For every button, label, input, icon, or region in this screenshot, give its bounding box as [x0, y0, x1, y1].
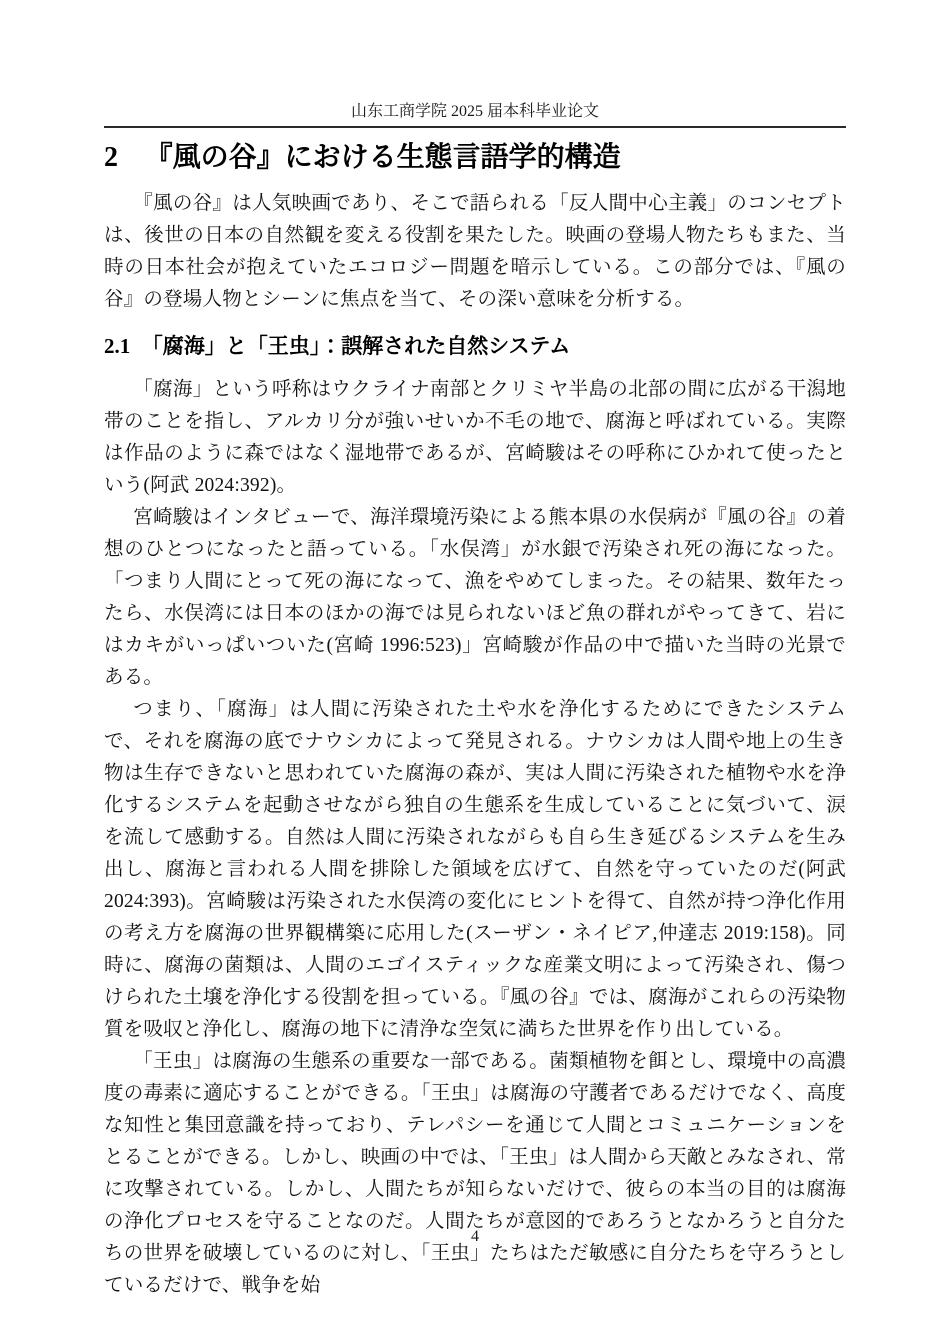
subsection-heading [104, 331, 846, 361]
subsection-number: 2.1 [104, 334, 131, 358]
subsection-title: 「腐海」と「王虫」：誤解された自然システム [141, 334, 571, 358]
running-header-title: 山东工商学院 2025 届本科毕业论文 [350, 103, 599, 120]
page-number: 4 [471, 1228, 479, 1245]
paragraph-ohmu: 「王虫」は腐海の生態系の重要な一部である。菌類植物を餌とし、環境中の高濃度の毒素に適応することができる。「王虫」は腐海の守護者であるだけでなく、高度な知性と集団意識を持っており、テレパシーを通じて人間とコミュニケーションをとることができる。しかし、映画の中では、「王虫」は人間から天敵とみなされ、常に攻撃されている。しかし、人間たちが知らないだけで、彼らの本当の目的は腐海の浄化プロセスを守ることなのだ。人間たちが意図的であろうとなかろうと自分たちの世界を破壊しているのに対し、「王虫」たちはただ敏感に自分たちを守ろうとしているだけで、戦争を始 [104, 1051, 846, 1296]
paragraph-intro: 『風の谷』は人気映画であり、そこで語られる「反人間中心主義」のコンセプトは、後世の日本の自然観を変える役割を果たした。映画の登場人物たちもまた、当時の日本社会が抱えていたエコロジー問題を暗示している。この部分では、『風の谷』の登場人物とシーンに焦点を当て、その深い意味を分析する。 [104, 193, 846, 310]
paragraph-fukai-naming: 「腐海」という呼称はウクライナ南部とクリミヤ半島の北部の間に広がる干潟地帯のことを指し、アルカリ分が強いせいか不毛の地で、腐海と呼ばれている。実際は作品のように森ではなく湿地帯であるが、宮崎駿はその呼称にひかれて使ったという(阿武 2024:392)。 [104, 379, 846, 496]
section-title: 『風の谷』における生態言語学的構造 [144, 142, 621, 173]
running-header [104, 0, 846, 128]
paragraph-minamata: 宮崎駿はインタビューで、海洋環境汚染による熊本県の水俣病が『風の谷』の着想のひとつになったと語っている。「水俣湾」が水銀で汚染され死の海になった。「つまり人間にとって死の海になって、漁をやめてしまった。その結果、数年たったら、水俣湾には日本のほかの海では見られないほど魚の群れがやってきて、岩にはカキがいっぱいついた(宮崎 1996:523)」宮崎駿が作品の中で描いた当時の光景である。 [104, 507, 846, 688]
paragraph-fukai-system: つまり、「腐海」は人間に汚染された土や水を浄化するためにできたシステムで、それを腐海の底でナウシカによって発見される。ナウシカは人間や地上の生き物は生存できないと思われていた腐海の森が、実は人間に汚染された植物や水を浄化するシステムを起動させながら独自の生態系を生成していることに気づいて、涙を流して感動する。自然は人間に汚染されながらも自ら生き延びるシステムを生み出し、腐海と言われる人間を排除した領域を広げて、自然を守っていたのだ(阿武 2024:393)。宮崎駿は汚染された水俣湾の変化にヒントを得て、自然が持つ浄化作用の考え方を腐海の世界観構築に応用した(スーザン・ネイピア,仲達志 2019:158)。同時に、腐海の菌類は、人間のエゴイスティックな産業文明によって汚染され、傷つけられた土壌を浄化する役割を担っている。『風の谷』では、腐海がこれらの汚染物質を吸収と浄化し、腐海の地下に清浄な空気に満ちた世界を作り出している。 [104, 699, 846, 1040]
section-number: 2 [104, 142, 118, 173]
section-heading [104, 140, 846, 176]
